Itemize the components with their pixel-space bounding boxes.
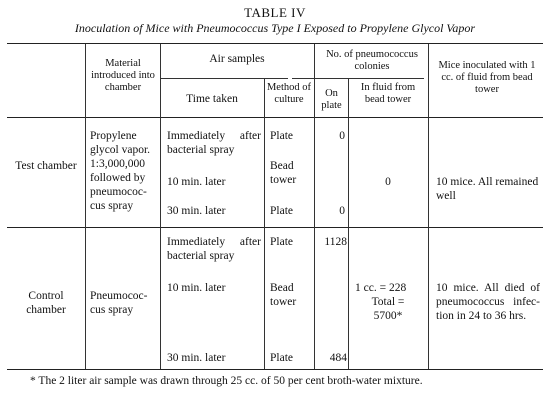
- test-method-3: Plate: [270, 205, 293, 217]
- control-method-1: Plate: [270, 236, 293, 248]
- test-time-1: Immediately after bacterial spray: [167, 130, 261, 156]
- control-mice: 10 mice. All died of pneumococcus infection in 24 to 36 hrs.: [436, 282, 540, 322]
- header-bottom-rule: [7, 117, 543, 118]
- control-method-3: Plate: [270, 352, 293, 364]
- test-time-2: 10 min. later: [167, 176, 226, 188]
- test-mice: 10 mice. All remained well: [436, 176, 539, 202]
- control-time-3: 30 min. later: [167, 352, 226, 364]
- control-chamber-label: Control chamber: [26, 290, 66, 316]
- header-colonies: No. of pneumococcus colonies: [326, 49, 418, 72]
- header-on-plate: On plate: [321, 88, 342, 111]
- col-line-4: [314, 44, 315, 369]
- header-method: Method of culture: [266, 82, 312, 105]
- row-divider: [7, 227, 543, 228]
- table-caption: Inoculation of Mice with Pneumococcus Type I Exposed to Propylene Glycol Vapor: [74, 21, 476, 35]
- table-footnote: * The 2 liter air sample was drawn through 25 cc. of 50 per cent broth-water mixture.: [30, 375, 423, 387]
- header-mice: Mice inoculated with 1 cc. of fluid from bead tower: [438, 60, 536, 95]
- control-fluid-2: Total =: [371, 296, 405, 308]
- test-method-2: Bead tower: [270, 160, 297, 186]
- col-line-1: [85, 44, 86, 369]
- col-line-2: [160, 44, 161, 369]
- col-line-6: [428, 44, 429, 369]
- control-plate-2: 484: [329, 352, 347, 364]
- header-time-taken: Time taken: [186, 93, 238, 105]
- table-number: TABLE IV: [244, 5, 306, 20]
- test-time-3: 30 min. later: [167, 205, 226, 217]
- header-air-samples: Air samples: [209, 53, 265, 65]
- control-plate-1: 1128: [324, 236, 347, 248]
- control-material: Pneumococcus spray: [90, 290, 148, 316]
- header-material: Material introduced into chamber: [91, 58, 155, 93]
- col-line-3: [264, 79, 265, 369]
- test-chamber-label: Test chamber: [15, 160, 77, 172]
- test-material: Propylene glycol vapor. 1:3,000,000 followed by pneumococcus spray: [90, 130, 151, 212]
- test-fluid: 0: [385, 176, 391, 188]
- colonies-underline: [292, 78, 424, 79]
- header-in-fluid: In fluid from bead tower: [360, 82, 416, 105]
- control-time-2: 10 min. later: [167, 282, 226, 294]
- control-time-1: Immediately after bacterial spray: [167, 236, 261, 262]
- test-method-1: Plate: [270, 130, 293, 142]
- top-rule: [7, 43, 543, 44]
- control-fluid-1: 1 cc. = 228: [355, 282, 407, 294]
- air-samples-underline: [160, 78, 288, 79]
- test-plate-1: 0: [339, 130, 345, 142]
- control-method-2: Bead tower: [270, 282, 297, 308]
- col-line-5: [348, 79, 349, 369]
- control-fluid-3: 5700*: [373, 310, 403, 322]
- bottom-rule: [7, 369, 543, 370]
- test-plate-2: 0: [339, 205, 345, 217]
